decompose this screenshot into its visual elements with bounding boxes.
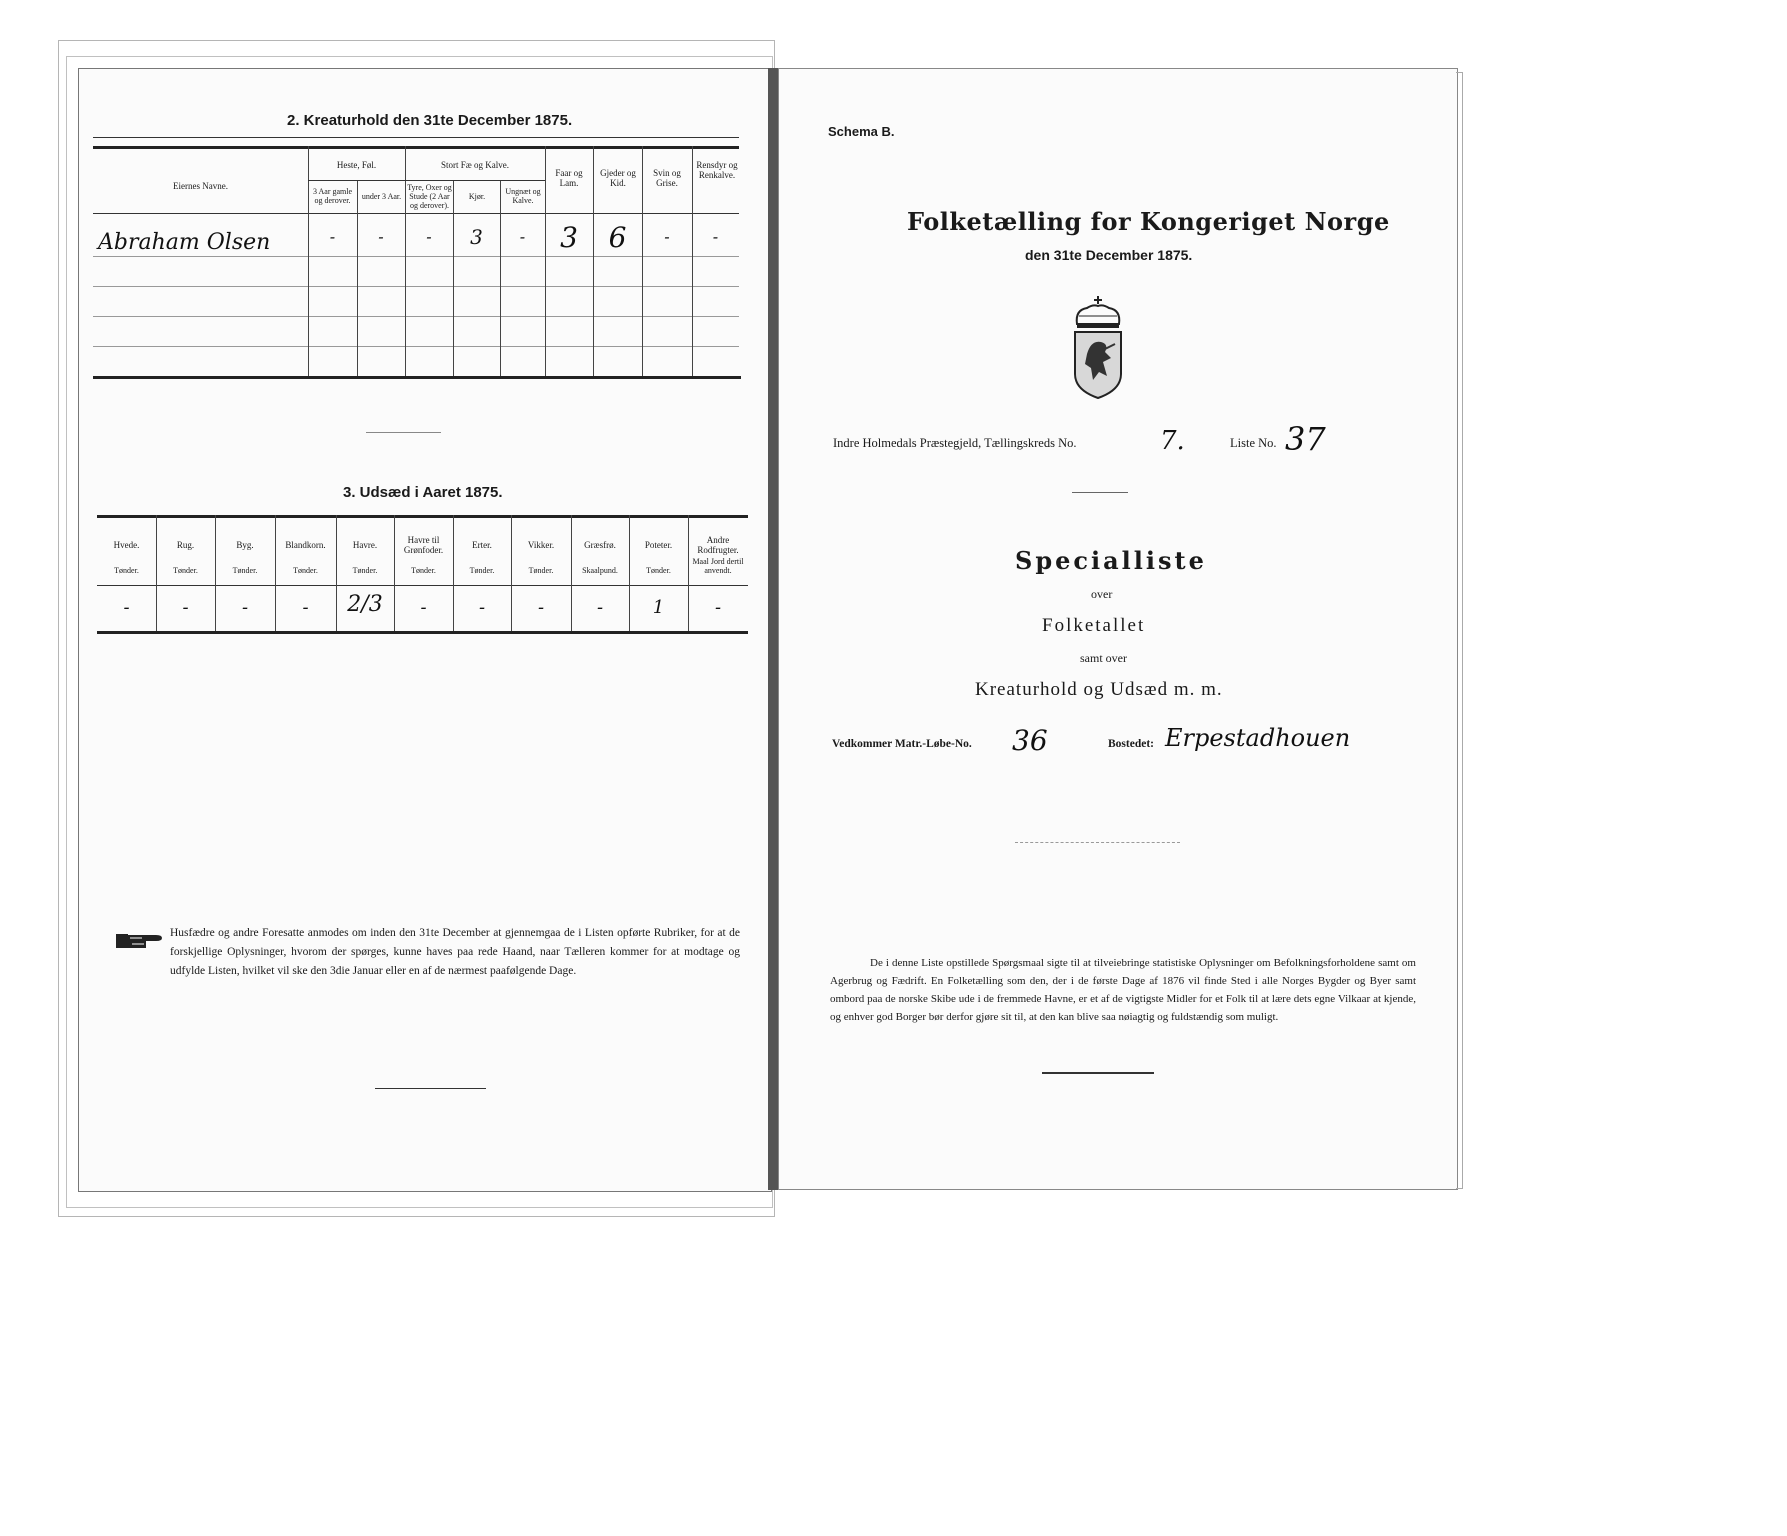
section3-value: - <box>123 597 130 618</box>
section3-unit: Tønder. <box>173 566 198 575</box>
over-label: over <box>1091 587 1113 601</box>
left-footer-line <box>375 1088 486 1089</box>
col-line <box>453 180 454 376</box>
section3-header: Rug. <box>176 540 195 550</box>
section3-top <box>97 515 748 518</box>
header-gjeder: Gjeder og Kid. <box>600 168 636 189</box>
matr-label: Vedkommer Matr.-Løbe-No. <box>832 738 972 750</box>
liste-no: 37 <box>1285 420 1326 458</box>
samt-over-label: samt over <box>1080 651 1127 665</box>
section3-header: Erter. <box>472 540 492 550</box>
col-line <box>500 180 501 376</box>
section3-unit: Tønder. <box>114 566 139 575</box>
right-page-edge <box>1456 72 1463 1189</box>
header-svin: Svin og Grise. <box>653 168 681 189</box>
header-fae-a: Tyre, Oxer og Stude (2 Aar og derover). <box>407 183 452 211</box>
value-gjeder: 6 <box>608 221 627 254</box>
value-heste-b: - <box>378 227 384 246</box>
section3-header: Hvede. <box>113 540 140 550</box>
header-fae-c: Ungnæt og Kalve. <box>505 187 541 206</box>
value-fae-c: - <box>519 227 526 246</box>
section3-header: Vikker. <box>527 540 555 550</box>
header-fae-b: Kjør. <box>468 192 486 201</box>
schema-label: Schema B. <box>828 124 895 139</box>
value-faar: 3 <box>560 221 578 254</box>
section3-header: Poteter. <box>644 540 673 550</box>
header-rensdyr: Rensdyr og Renkalve. <box>696 160 738 181</box>
section3-unit: Tønder. <box>469 566 495 575</box>
col-line <box>545 146 546 376</box>
liste-label: Liste No. <box>1230 436 1277 450</box>
header-heste-b: under 3 Aar. <box>361 192 402 201</box>
section3-value: - <box>420 597 427 618</box>
col-line <box>357 180 358 376</box>
value-fae-a: - <box>426 227 432 246</box>
header-heste: Heste, Føl. <box>336 160 377 170</box>
footer-text: De i denne Liste opstillede Spørgsmaal sigte til at tilveiebringe statistiske Oplysninger om Befolkningsforholdene samt om Agerbrug og Fædrift. En Folketælling som den, der i de første Dage af 1876 vil finde Sted i alle Norges Bygder og Byer samt ombord paa de norske Skibe ude i de fremmede Havne, er et af de vigtigste Midler for et Folk til at lære dets egne Vilkaar at kjende, og enhver god Borger bør derfor gjøre sit til, at den kan blive saa nøiagtig og fuldstændig som muligt. <box>830 957 1416 1023</box>
section3-header: Blandkorn. <box>285 540 326 550</box>
header-faar: Faar og Lam. <box>555 168 583 189</box>
section3-header: Andre Rodfrugter. <box>697 535 739 556</box>
section3-header-bottom <box>97 585 748 586</box>
section3-header: Havre. <box>352 540 378 550</box>
group-sub-line <box>405 180 545 181</box>
header-stortfae: Stort Fæ og Kalve. <box>440 160 509 170</box>
section3-title: 3. Udsæd i Aaret 1875. <box>343 484 503 501</box>
section3-value: 1 <box>652 597 665 618</box>
section3-unit: Skaalpund. <box>582 566 618 575</box>
group-sub-line <box>308 180 405 181</box>
section3-unit: Tønder. <box>232 566 258 575</box>
col-line <box>692 146 693 376</box>
section3-value: - <box>182 597 189 618</box>
section3-bottom <box>97 631 748 634</box>
section2-top-line <box>93 137 739 138</box>
section3-value: - <box>537 597 545 618</box>
section3-unit: Tønder. <box>411 566 436 575</box>
section3-unit: Tønder. <box>352 566 378 575</box>
section3-header: Græsfrø. <box>584 540 616 550</box>
main-title: Folketælling for Kongeriget Norge <box>907 207 1390 236</box>
section3-value: - <box>302 597 309 618</box>
section3-value: - <box>241 597 249 618</box>
value-fae-b: 3 <box>470 225 483 249</box>
header-heste-a: 3 Aar gamle og derover. <box>312 187 353 206</box>
notice-text: Husfædre og andre Foresatte anmodes om inden den 31te December at gjennemgaa de i Listen opførte Rubriker, for at de forskjellige Oplysninger, hvorom der spørges, kunne haves paa rede Haand, naar Tælleren kommer for at modtage og udfylde Listen, hvilket vil ske den 3die Januar eller en af de nærmest paafølgende Dage. <box>170 927 740 977</box>
specialliste-title: Specialliste <box>1015 546 1207 575</box>
value-heste-a: - <box>329 227 336 246</box>
value-rensdyr: - <box>712 227 719 246</box>
kreaturhold-title: Kreaturhold og Udsæd m. m. <box>975 679 1223 700</box>
folketallet-title: Folketallet <box>1042 615 1146 636</box>
coat-of-arms-icon <box>1067 294 1129 405</box>
col-line <box>593 146 594 376</box>
section3-value: 2/3 <box>347 592 383 617</box>
main-subtitle: den 31te December 1875. <box>1025 247 1193 263</box>
section3-value: - <box>478 597 486 618</box>
bosted-value: Erpestadhouen <box>1165 724 1351 752</box>
right-footer-line <box>1042 1072 1154 1074</box>
divider-short <box>1072 492 1128 493</box>
section2-bottom <box>93 376 741 379</box>
bosted-label: Bostedet: <box>1108 738 1154 750</box>
section3-value: - <box>714 597 722 618</box>
section3-unit: Tønder. <box>646 566 671 575</box>
pointing-hand-icon <box>116 930 166 957</box>
matr-no: 36 <box>1012 724 1048 757</box>
section3-header: Havre til Grønfoder. <box>403 535 444 556</box>
col-line <box>642 146 643 376</box>
section3-unit: Tønder. <box>293 566 318 575</box>
mid-divider <box>366 432 441 433</box>
page-binding <box>768 68 778 1190</box>
owner-name: Abraham Olsen <box>98 230 271 255</box>
section3-value: - <box>596 597 604 618</box>
header-owner: Eiernes Navne. <box>173 181 228 191</box>
district-no: 7. <box>1160 426 1185 456</box>
section3-unit: Maal Jord dertil anvendt. <box>692 557 744 576</box>
district-prefix: Indre Holmedals Præstegjeld, Tællingskreds No. <box>833 436 1077 450</box>
section3-unit: Tønder. <box>528 566 554 575</box>
section2-title: 2. Kreaturhold den 31te December 1875. <box>287 112 573 129</box>
section3-header: Byg. <box>236 540 254 550</box>
value-svin: - <box>664 227 670 246</box>
divider-dotted <box>1015 842 1180 843</box>
